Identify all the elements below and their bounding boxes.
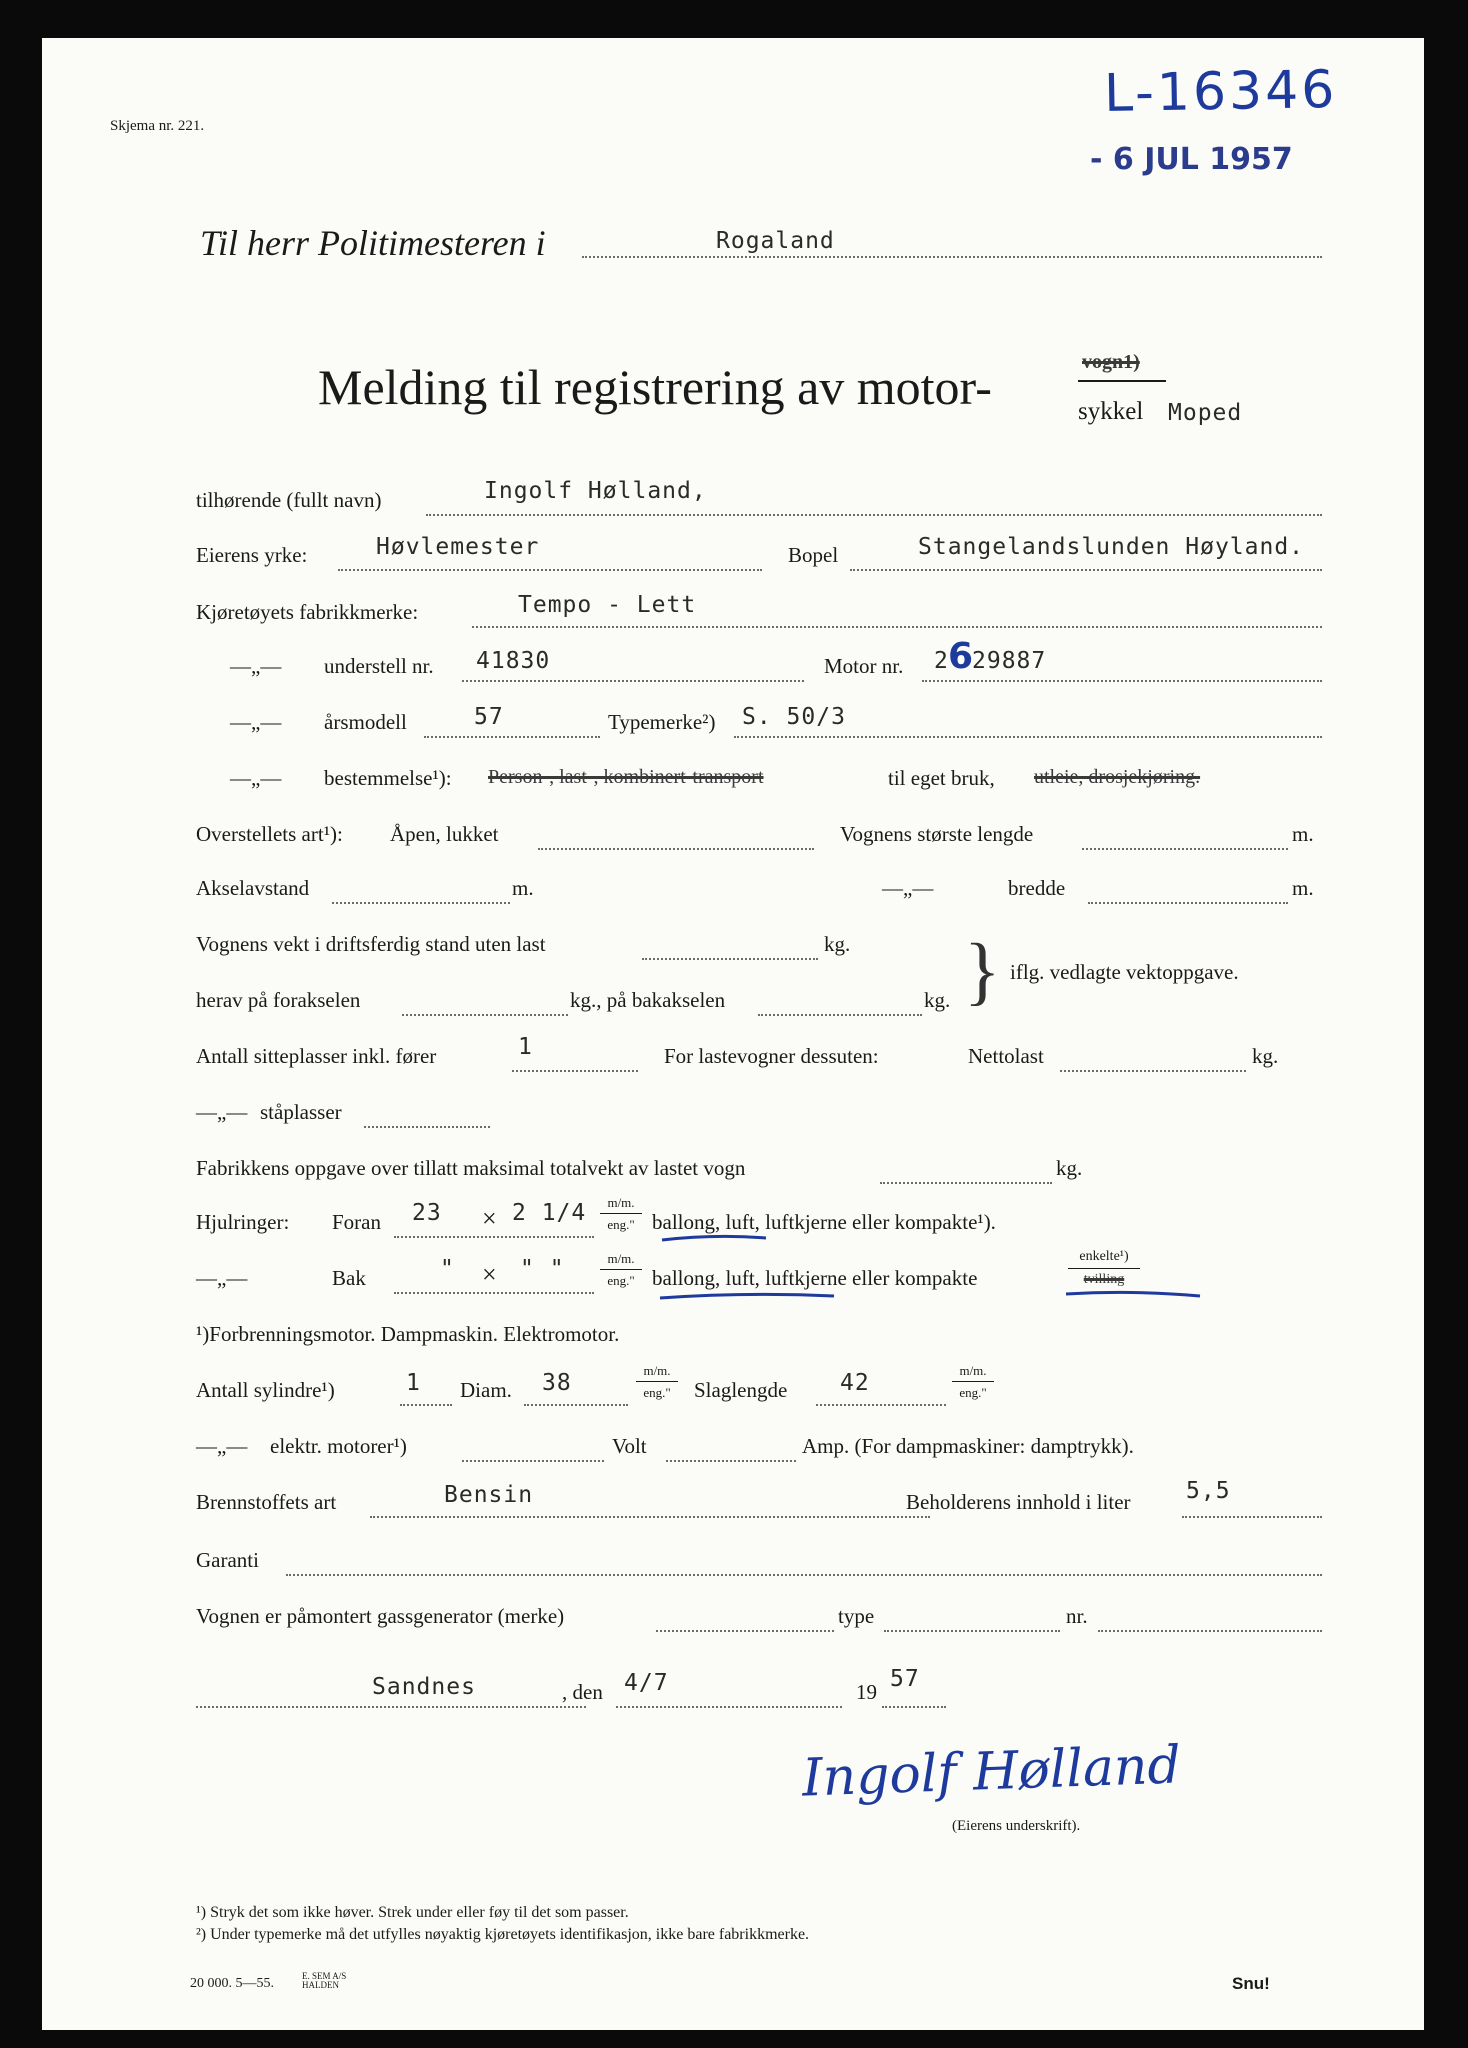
kg-unit: kg.: [824, 932, 851, 956]
fuel-label: Brennstoffets art: [196, 1490, 337, 1514]
diameter-label: Diam.: [460, 1378, 512, 1402]
diameter-value: 38: [542, 1370, 572, 1396]
year-line-signing: [882, 1706, 946, 1708]
title-divider: [1078, 380, 1166, 382]
type-value: S. 50/3: [742, 704, 846, 730]
standing-line: [364, 1126, 490, 1128]
stroke-line: [816, 1404, 946, 1406]
rear-axle-label: kg., på bakakselen: [570, 988, 726, 1012]
rear-axle-line: [758, 1014, 922, 1016]
warranty-label: Garanti: [196, 1548, 259, 1572]
address-line: [850, 569, 1322, 571]
unit-mm: m/m.: [607, 1195, 635, 1210]
gas-number-line: [1098, 1630, 1322, 1632]
century: 19: [856, 1680, 877, 1704]
diameter-unit: [636, 1364, 678, 1399]
cylinders-line: [400, 1404, 452, 1406]
max-weight-label: Fabrikkens oppgave over tillatt maksimal totalvekt av lastet vogn: [196, 1156, 746, 1180]
electric-motors-label: elektr. motorer¹): [270, 1434, 407, 1458]
engine-number-line: [922, 680, 1322, 682]
front-size-b: 2 1/4: [512, 1200, 587, 1226]
front-unit-fraction: [600, 1196, 642, 1231]
printer-info: E. SEM A/S HALDEN: [302, 1971, 347, 1990]
addressee-value: Rogaland: [716, 228, 835, 254]
stroke-value: 42: [840, 1370, 870, 1396]
front-size-a: 23: [412, 1200, 442, 1226]
wheelbase-line: [332, 902, 510, 904]
weight-line: [642, 958, 818, 960]
make-value: Tempo - Lett: [518, 592, 697, 618]
owner-signature: Ingolf Hølland: [801, 1735, 1182, 1809]
cylinders-label: Antall sylindre¹): [196, 1378, 335, 1402]
payload-line: [1060, 1070, 1246, 1072]
times-sign: ×: [482, 1260, 497, 1289]
unit-eng: eng.": [607, 1217, 635, 1232]
tank-value: 5,5: [1186, 1478, 1231, 1504]
volt-line: [666, 1460, 796, 1462]
warranty-line: [286, 1574, 1322, 1576]
date-line: [616, 1706, 842, 1708]
body-line: [538, 848, 814, 850]
body-label: Overstellets art¹):: [196, 822, 343, 846]
tank-label: Beholderens innhold i liter: [906, 1490, 1131, 1514]
metre-unit: m.: [1292, 876, 1314, 900]
purpose-kept-option: til eget bruk,: [888, 766, 995, 790]
seats-line: [512, 1070, 638, 1072]
occupation-line: [338, 569, 762, 571]
gas-generator-label: Vognen er påmontert gassgenerator (merke): [196, 1604, 565, 1628]
addressee-line: [582, 256, 1322, 258]
rear-unit-fraction: [600, 1252, 642, 1287]
received-date-stamp: - 6 JUL 1957: [1090, 142, 1293, 177]
rear-tyre-types: ballong, luft, luftkjerne eller kompakte: [652, 1266, 978, 1290]
front-wheel-line: [394, 1236, 594, 1238]
front-wheel-label: Foran: [332, 1210, 381, 1234]
unit-mm: m/m.: [607, 1251, 635, 1266]
strike-stroke: [1064, 1288, 1204, 1300]
occupation-value: Høvlemester: [376, 534, 540, 560]
ditto-mark: —„—: [196, 1266, 248, 1290]
seats-label: Antall sitteplasser inkl. fører: [196, 1044, 437, 1068]
purpose-label: bestemmelse¹):: [324, 766, 452, 790]
type-line: [734, 736, 1322, 738]
chassis-value: 41830: [476, 648, 551, 674]
amp-label: Amp. (For dampmaskiner: damptrykk).: [802, 1434, 1134, 1458]
seats-value: 1: [518, 1034, 533, 1060]
weight-note: iflg. vedlagte vektoppgave.: [1010, 960, 1239, 984]
footnote-2: ²) Under typemerke må det utfylles nøyaktig kjøretøyets identifikasjon, ikke bare fabrikkmerke.: [196, 1926, 810, 1943]
length-label: Vognens største lengde: [840, 822, 1034, 846]
length-line: [1082, 848, 1288, 850]
gas-line: [656, 1630, 834, 1632]
make-label: Kjøretøyets fabrikkmerke:: [196, 600, 419, 624]
vehicle-kind-value: Moped: [1168, 400, 1243, 426]
ditto-mark: —„—: [230, 766, 282, 790]
form-title: Melding til registrering av motor-: [318, 359, 992, 415]
width-line: [1088, 902, 1288, 904]
year-value: 57: [474, 704, 504, 730]
form-sheet: [42, 38, 1424, 2030]
wheels-label: Hjulringer:: [196, 1210, 290, 1234]
ditto-mark: —„—: [230, 710, 282, 734]
gas-type-label: type: [838, 1604, 875, 1628]
chassis-label: understell nr.: [324, 654, 434, 678]
owner-name-value: Ingolf Hølland,: [484, 478, 707, 504]
single-twin-fraction: [1068, 1250, 1140, 1287]
fuel-line: [370, 1516, 930, 1518]
fuel-value: Bensin: [444, 1482, 534, 1508]
kg-unit: kg.: [1252, 1044, 1279, 1068]
unit-eng: eng.": [959, 1385, 987, 1400]
form-number: Skjema nr. 221.: [110, 118, 205, 134]
addressee-label: Til herr Politimesteren i: [200, 223, 546, 263]
unit-eng: eng.": [643, 1385, 671, 1400]
kg-unit: kg.: [1056, 1156, 1083, 1180]
stroke-label: Slaglengde: [694, 1378, 788, 1402]
address-label: Bopel: [788, 543, 839, 567]
standing-label: ståplasser: [260, 1100, 342, 1124]
front-tyre-types: ballong, luft, luftkjerne eller kompakte¹).: [652, 1210, 996, 1234]
year-line: [424, 736, 600, 738]
place-line: [196, 1706, 586, 1708]
gas-type-line: [884, 1630, 1060, 1632]
front-axle-line: [402, 1014, 568, 1016]
ditto-mark: —„—: [196, 1434, 248, 1458]
rear-wheel-line: [394, 1292, 594, 1294]
unit-mm: m/m.: [643, 1363, 671, 1378]
engine-number-correction: 6: [948, 636, 974, 677]
kg-unit: kg.: [924, 988, 951, 1012]
purpose-struck-options: Person-, last-, kombinert-transport: [488, 766, 764, 788]
front-axle-label: herav på forakselen: [196, 988, 361, 1012]
unit-eng: eng.": [607, 1273, 635, 1288]
turn-over-note: Snu!: [1232, 1974, 1270, 1993]
type-label: Typemerke²): [608, 710, 716, 734]
underline-stroke: [658, 1290, 838, 1302]
signing-year: 57: [890, 1666, 920, 1692]
tank-line: [1182, 1516, 1322, 1518]
times-sign: ×: [482, 1204, 497, 1233]
max-weight-line: [880, 1182, 1052, 1184]
brace: }: [964, 929, 1001, 1013]
year-label: årsmodell: [324, 710, 407, 734]
engine-number-prefix: 2: [934, 648, 949, 674]
ditto-mark: —„—: [230, 654, 282, 678]
trucks-label: For lastevogner dessuten:: [664, 1044, 879, 1068]
rear-size-a: ": [440, 1256, 455, 1282]
wheelbase-label: Akselavstand: [196, 876, 310, 900]
metre-unit: m.: [1292, 822, 1314, 846]
stroke-unit: [952, 1364, 994, 1399]
purpose-struck-options-2: utleie, drosjekjøring.: [1034, 766, 1201, 788]
address-value: Stangelandslunden Høyland.: [918, 534, 1305, 560]
unit-mm: m/m.: [959, 1363, 987, 1378]
underline-stroke: [660, 1234, 770, 1244]
title-option-kept: sykkel: [1078, 398, 1144, 425]
single-option: enkelte¹): [1079, 1249, 1129, 1264]
archive-number-stamp: L-16346: [1103, 59, 1338, 125]
rear-size-b: " ": [520, 1256, 565, 1282]
signing-place: Sandnes: [372, 1674, 476, 1700]
occupation-label: Eierens yrke:: [196, 543, 308, 567]
weight-label: Vognens vekt i driftsferdig stand uten last: [196, 932, 546, 956]
width-label: bredde: [1008, 876, 1066, 900]
electric-line: [462, 1460, 604, 1462]
make-line: [472, 626, 1322, 628]
cylinders-value: 1: [406, 1370, 421, 1396]
gas-number-label: nr.: [1066, 1604, 1088, 1628]
engine-number-rest: 29887: [972, 648, 1047, 674]
ditto-mark: —„—: [882, 876, 934, 900]
metre-unit: m.: [512, 876, 534, 900]
ditto-mark: —„—: [196, 1100, 248, 1124]
footnote-1: ¹) Stryk det som ikke høver. Strek under eller føy til det som passer.: [196, 1904, 629, 1921]
chassis-line: [462, 680, 804, 682]
engine-kinds: ¹)Forbrenningsmotor. Dampmaskin. Elektromotor.: [196, 1322, 620, 1346]
diameter-line: [524, 1404, 628, 1406]
den-label: , den: [562, 1680, 603, 1704]
rear-wheel-label: Bak: [332, 1266, 366, 1290]
body-value: Åpen, lukket: [390, 822, 499, 846]
owner-name-line: [426, 514, 1322, 516]
print-info: 20 000. 5—55.: [190, 1976, 274, 1991]
volt-label: Volt: [612, 1434, 647, 1458]
title-option-struck: vogn1): [1082, 351, 1140, 373]
engine-number-label: Motor nr.: [824, 654, 904, 678]
payload-label: Nettolast: [968, 1044, 1044, 1068]
signing-date: 4/7: [624, 1670, 669, 1696]
twin-option: tvilling: [1083, 1272, 1125, 1287]
signature-caption: (Eierens underskrift).: [952, 1818, 1081, 1834]
owner-name-label: tilhørende (fullt navn): [196, 488, 382, 512]
